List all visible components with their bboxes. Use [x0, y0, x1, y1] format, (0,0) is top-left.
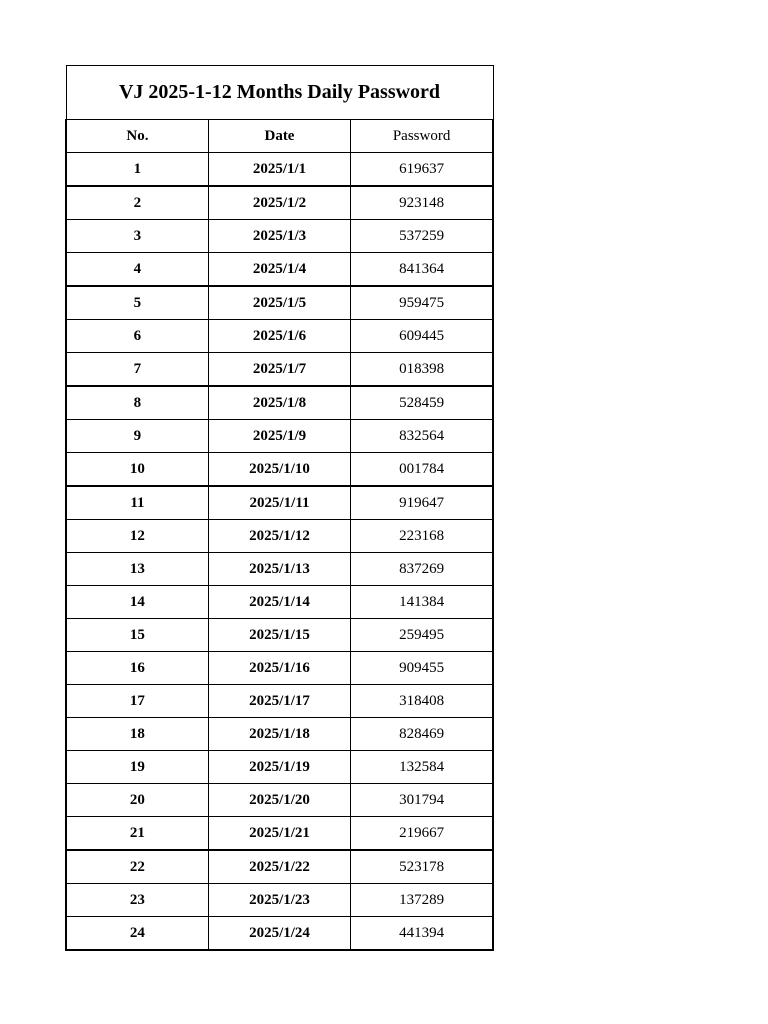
row-password-cell: 318408	[351, 685, 493, 718]
row-date-cell: 2025/1/10	[208, 453, 350, 487]
row-date-cell: 2025/1/2	[208, 186, 350, 220]
table-row	[66, 685, 493, 718]
row-password-cell: 828469	[351, 718, 493, 751]
row-password-cell: 132584	[351, 751, 493, 784]
row-password-cell: 301794	[351, 784, 493, 817]
row-date-cell: 2025/1/24	[208, 917, 350, 951]
table-row	[66, 386, 493, 420]
row-password-cell: 528459	[351, 386, 493, 420]
row-date-cell: 2025/1/11	[208, 486, 350, 520]
table-row	[66, 186, 493, 220]
table-row	[66, 751, 493, 784]
row-date-cell: 2025/1/15	[208, 619, 350, 652]
row-number-cell: 14	[66, 586, 208, 619]
row-password-cell: 537259	[351, 220, 493, 253]
row-number-cell: 3	[66, 220, 208, 253]
table-row	[66, 619, 493, 652]
row-password-cell: 001784	[351, 453, 493, 487]
header-row	[66, 120, 493, 153]
password-table-body	[66, 66, 493, 951]
title-row	[66, 66, 493, 120]
table-row	[66, 917, 493, 951]
row-date-cell: 2025/1/8	[208, 386, 350, 420]
row-password-cell: 441394	[351, 917, 493, 951]
table-row	[66, 817, 493, 851]
row-password-cell: 609445	[351, 320, 493, 353]
header-date: Date	[208, 120, 350, 153]
row-date-cell: 2025/1/22	[208, 850, 350, 884]
row-password-cell: 619637	[351, 153, 493, 187]
row-password-cell: 837269	[351, 553, 493, 586]
row-number-cell: 21	[66, 817, 208, 851]
table-row	[66, 553, 493, 586]
table-row	[66, 153, 493, 187]
table-row	[66, 353, 493, 387]
row-password-cell: 919647	[351, 486, 493, 520]
row-number-cell: 15	[66, 619, 208, 652]
table-row	[66, 320, 493, 353]
row-password-cell: 959475	[351, 286, 493, 320]
table-row	[66, 718, 493, 751]
password-table	[65, 65, 494, 951]
row-password-cell: 223168	[351, 520, 493, 553]
row-date-cell: 2025/1/20	[208, 784, 350, 817]
row-number-cell: 11	[66, 486, 208, 520]
row-password-cell: 018398	[351, 353, 493, 387]
row-number-cell: 17	[66, 685, 208, 718]
row-number-cell: 6	[66, 320, 208, 353]
row-password-cell: 841364	[351, 253, 493, 287]
row-number-cell: 10	[66, 453, 208, 487]
table-row	[66, 453, 493, 487]
row-password-cell: 137289	[351, 884, 493, 917]
table-row	[66, 652, 493, 685]
table-row	[66, 884, 493, 917]
row-number-cell: 4	[66, 253, 208, 287]
row-password-cell: 259495	[351, 619, 493, 652]
table-title: VJ 2025-1-12 Months Daily Password	[66, 66, 493, 120]
row-date-cell: 2025/1/16	[208, 652, 350, 685]
header-no: No.	[66, 120, 208, 153]
row-number-cell: 16	[66, 652, 208, 685]
row-number-cell: 19	[66, 751, 208, 784]
row-password-cell: 832564	[351, 420, 493, 453]
row-number-cell: 24	[66, 917, 208, 951]
table-row	[66, 253, 493, 287]
row-number-cell: 12	[66, 520, 208, 553]
table-row	[66, 220, 493, 253]
row-number-cell: 23	[66, 884, 208, 917]
row-password-cell: 923148	[351, 186, 493, 220]
row-number-cell: 5	[66, 286, 208, 320]
row-date-cell: 2025/1/6	[208, 320, 350, 353]
row-date-cell: 2025/1/3	[208, 220, 350, 253]
table-row	[66, 520, 493, 553]
row-password-cell: 141384	[351, 586, 493, 619]
row-number-cell: 20	[66, 784, 208, 817]
row-date-cell: 2025/1/5	[208, 286, 350, 320]
table-row	[66, 784, 493, 817]
row-date-cell: 2025/1/17	[208, 685, 350, 718]
row-date-cell: 2025/1/9	[208, 420, 350, 453]
table-row	[66, 586, 493, 619]
row-date-cell: 2025/1/13	[208, 553, 350, 586]
row-date-cell: 2025/1/14	[208, 586, 350, 619]
row-date-cell: 2025/1/19	[208, 751, 350, 784]
row-number-cell: 2	[66, 186, 208, 220]
row-password-cell: 523178	[351, 850, 493, 884]
row-number-cell: 7	[66, 353, 208, 387]
row-date-cell: 2025/1/23	[208, 884, 350, 917]
row-number-cell: 1	[66, 153, 208, 187]
row-number-cell: 22	[66, 850, 208, 884]
table-row	[66, 850, 493, 884]
row-password-cell: 909455	[351, 652, 493, 685]
row-number-cell: 8	[66, 386, 208, 420]
row-date-cell: 2025/1/1	[208, 153, 350, 187]
table-row	[66, 486, 493, 520]
row-date-cell: 2025/1/21	[208, 817, 350, 851]
row-password-cell: 219667	[351, 817, 493, 851]
row-number-cell: 13	[66, 553, 208, 586]
row-date-cell: 2025/1/12	[208, 520, 350, 553]
row-date-cell: 2025/1/4	[208, 253, 350, 287]
row-number-cell: 18	[66, 718, 208, 751]
header-password: Password	[351, 120, 493, 153]
row-number-cell: 9	[66, 420, 208, 453]
row-date-cell: 2025/1/18	[208, 718, 350, 751]
row-date-cell: 2025/1/7	[208, 353, 350, 387]
table-row	[66, 286, 493, 320]
table-row	[66, 420, 493, 453]
